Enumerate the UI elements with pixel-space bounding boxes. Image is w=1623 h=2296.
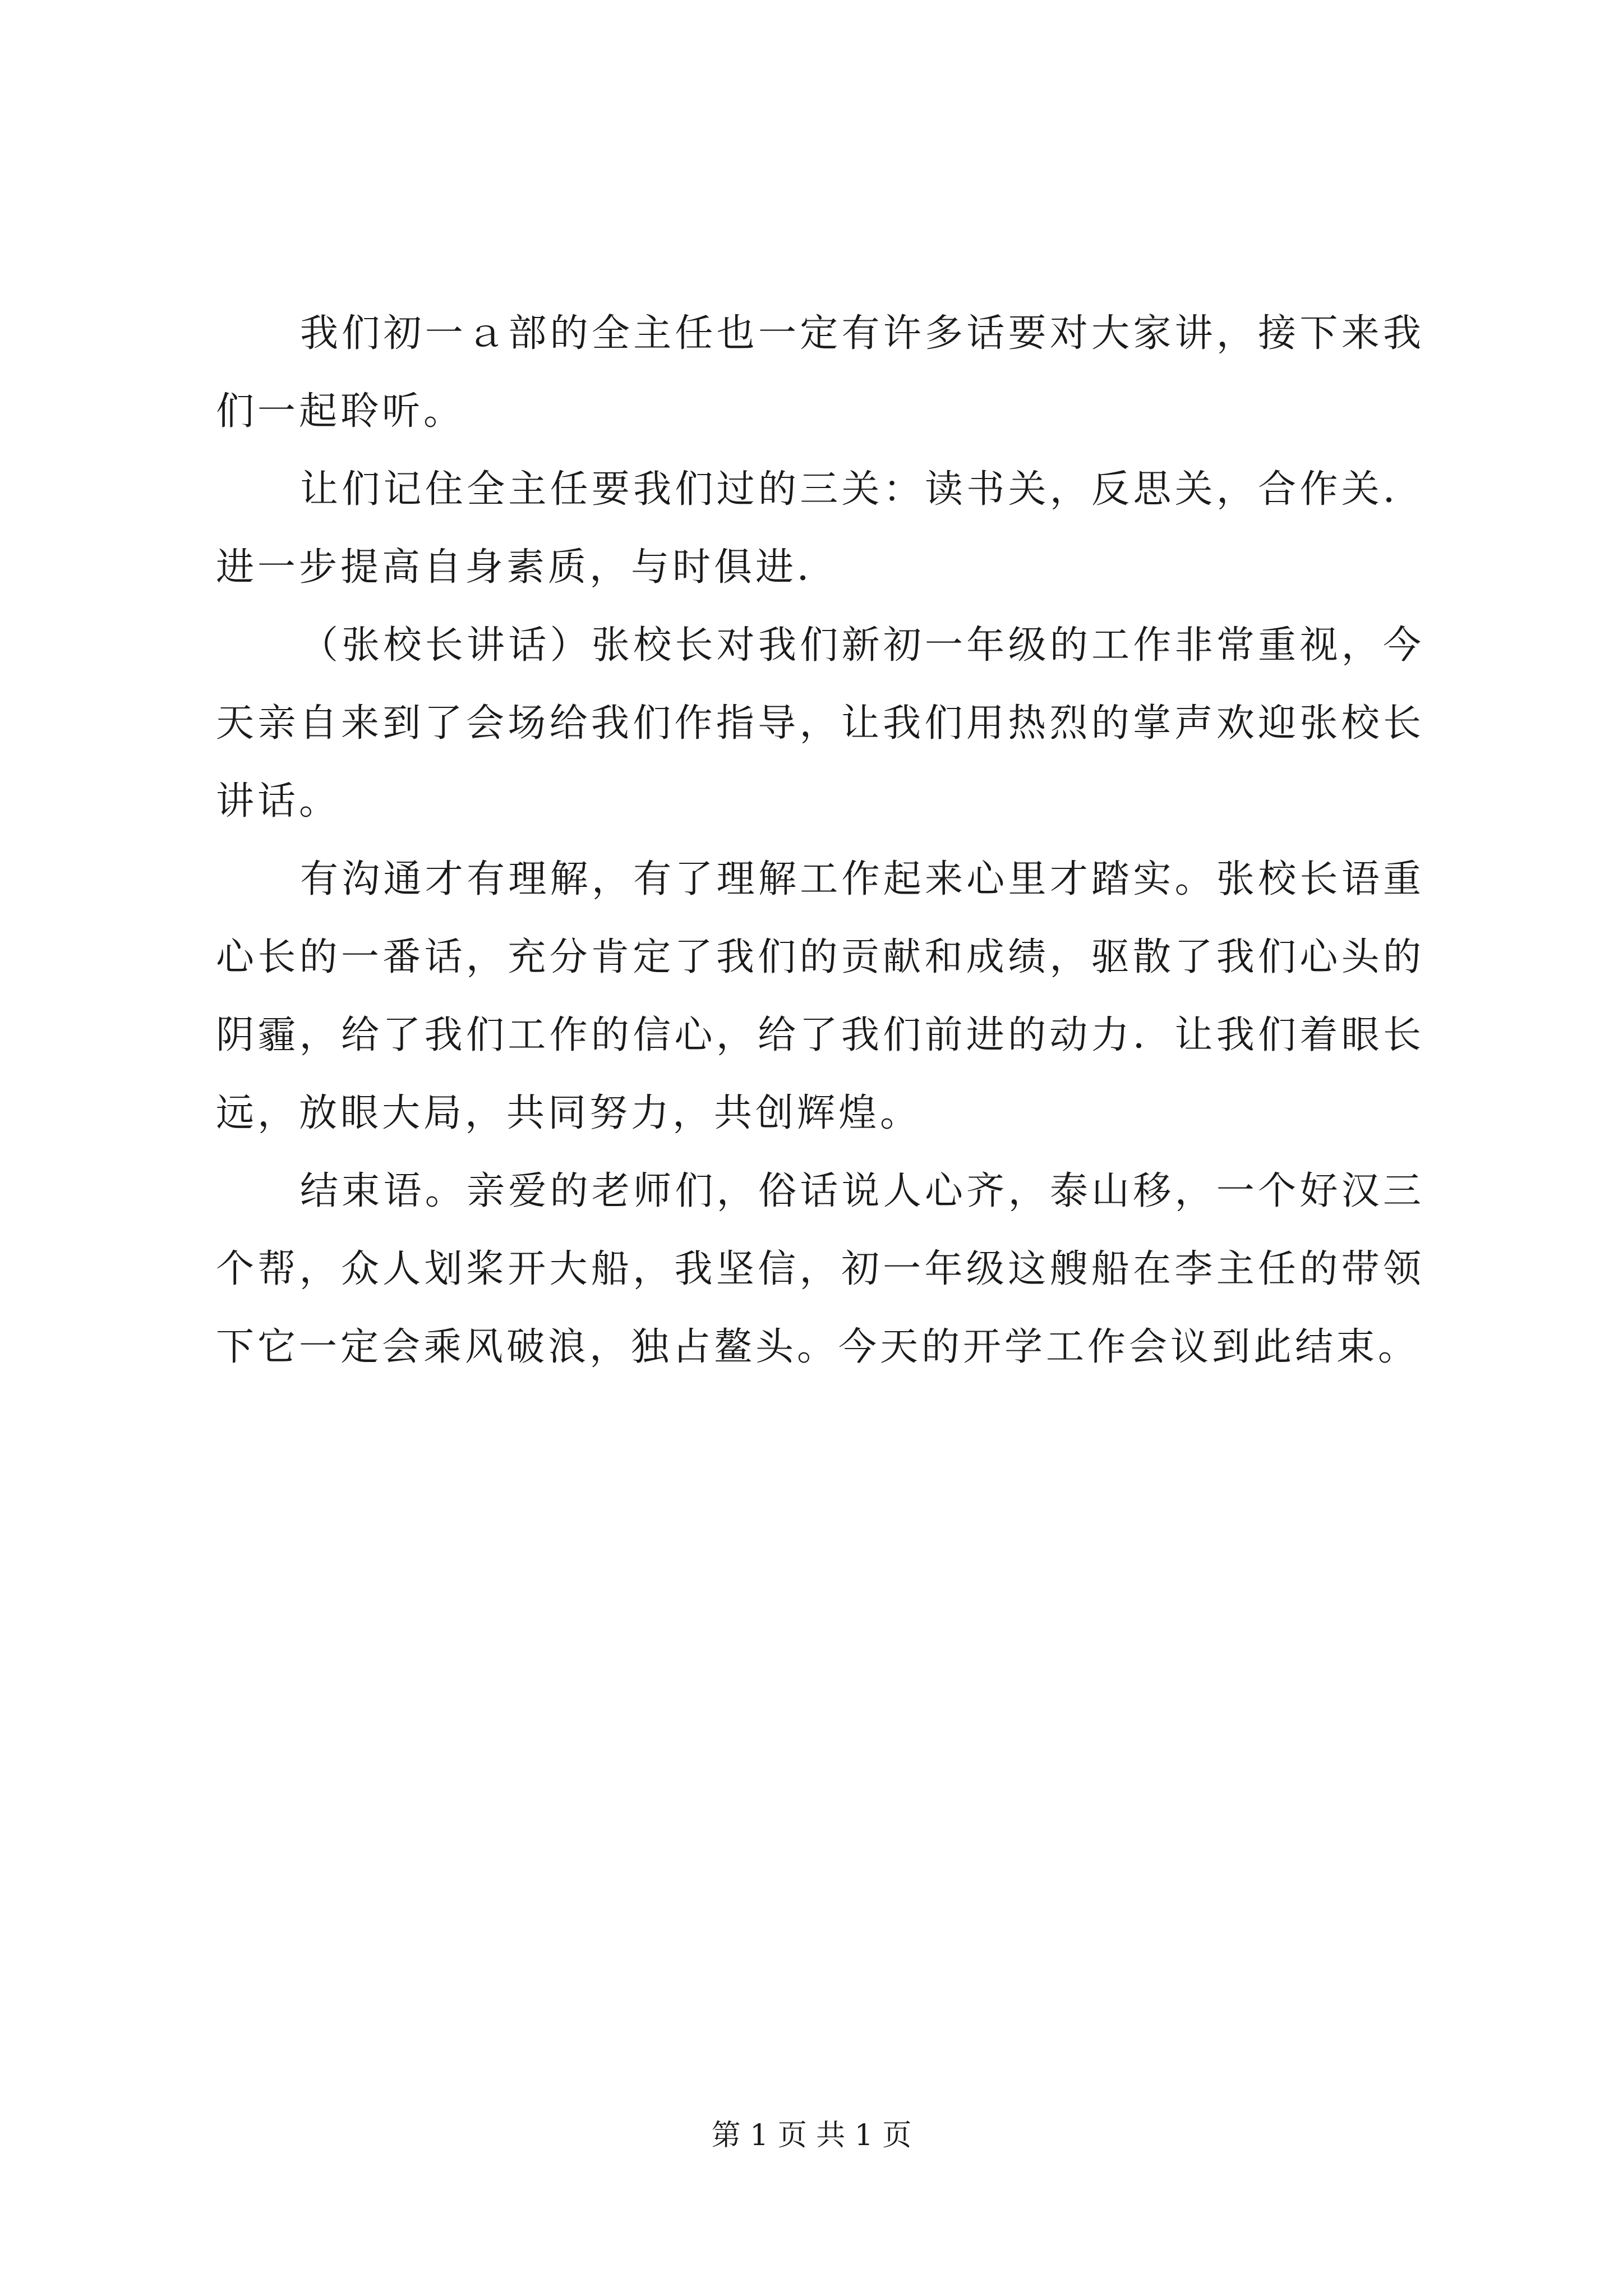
document-body: [216, 295, 1424, 1386]
paragraph-4: 有沟通才有理解，有了理解工作起来心里才踏实。张校长语重心长的一番话，充分肯定了我们的贡献和成绩，驱散了我们心头的阴霾，给了我们工作的信心，给了我们前进的动力．让我们着眼长远，放眼大局，共同努力，共创辉煌。: [216, 857, 1424, 1135]
paragraph-3: （张校长讲话）张校长对我们新初一年级的工作非常重视，今天亲自来到了会场给我们作指导，让我们用热烈的掌声欢迎张校长讲话。: [216, 623, 1424, 823]
page-footer: 第 1 页 共 1 页: [711, 2119, 912, 2152]
paragraph-2: 让们记住全主任要我们过的三关：读书关，反思关，合作关．进一步提高自身素质，与时俱进．: [216, 467, 1424, 590]
paragraph-1: 我们初一ａ部的全主任也一定有许多话要对大家讲，接下来我们一起聆听。: [216, 311, 1424, 434]
paragraph-5: 结束语。亲爱的老师们，俗话说人心齐，泰山移，一个好汉三个帮，众人划桨开大船，我坚信，初一年级这艘船在李主任的带领下它一定会乘风破浪，独占鳌头。今天的开学工作会议到此结束。: [216, 1169, 1424, 1369]
